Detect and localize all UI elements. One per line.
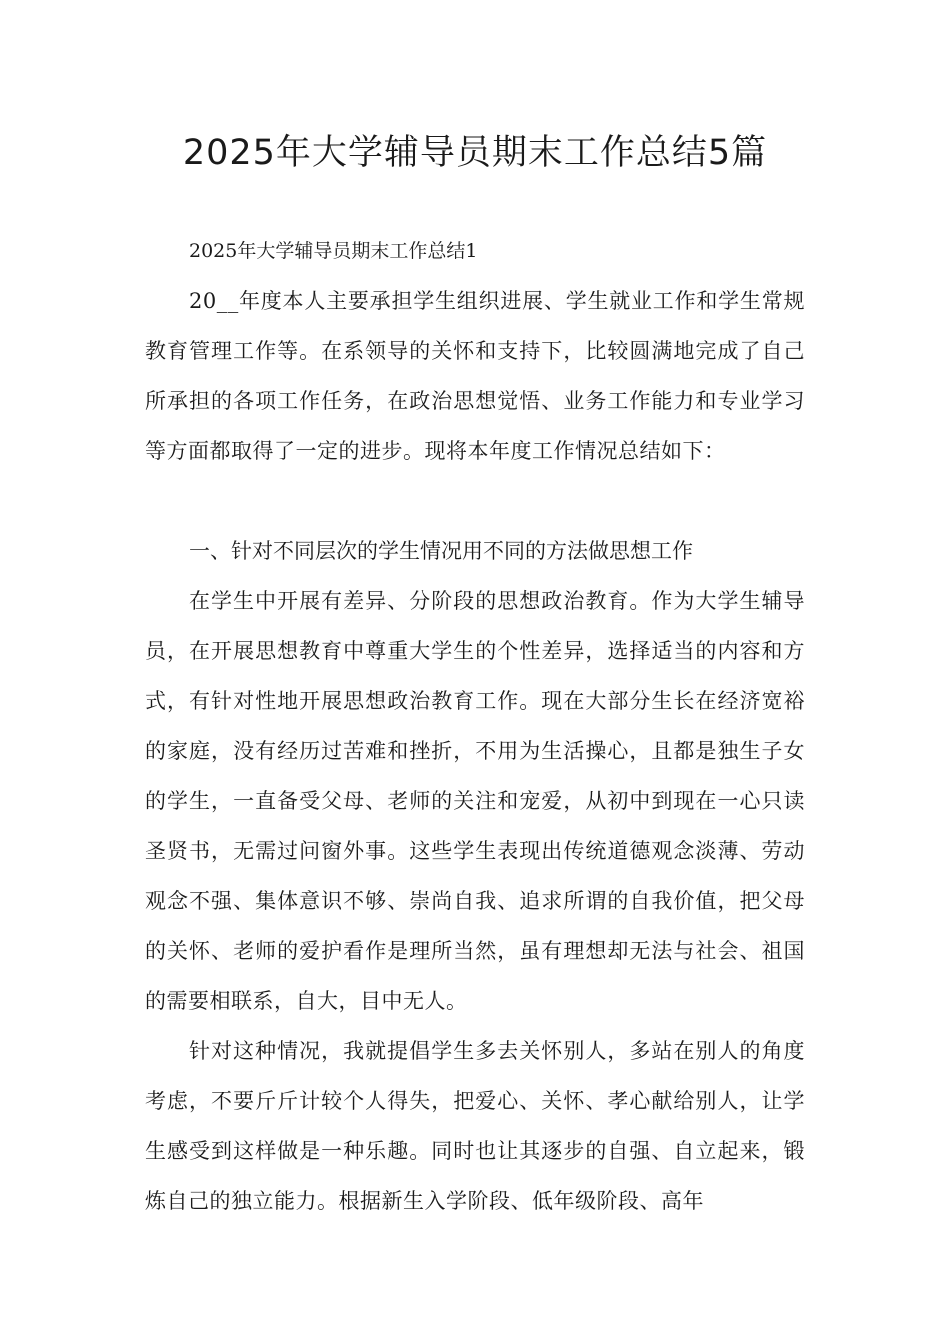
- intro-paragraph: 20__年度本人主要承担学生组织进展、学生就业工作和学生常规教育管理工作等。在系领导的关怀和支持下，比较圆满地完成了自己所承担的各项工作任务，在政治思想觉悟、业务工作能力和专业学习等方面都取得了一定的进步。现将本年度工作情况总结如下：: [145, 289, 805, 463]
- section-heading: 一、针对不同层次的学生情况用不同的方法做思想工作: [189, 539, 693, 563]
- body-paragraph: 针对这种情况，我就提倡学生多去关怀别人，多站在别人的角度考虑，不要斤斤计较个人得失，把爱心、关怀、孝心献给别人，让学生感受到这样做是一种乐趣。同时也让其逐步的自强、自立起来，锻炼自己的独立能力。根据新生入学阶段、低年级阶段、高年: [145, 1039, 805, 1213]
- document-title: 2025年大学辅导员期末工作总结5篇: [182, 133, 768, 173]
- document-subtitle: 2025年大学辅导员期末工作总结1: [189, 240, 478, 262]
- body-paragraph: 在学生中开展有差异、分阶段的思想政治教育。作为大学生辅导员，在开展思想教育中尊重大学生的个性差异，选择适当的内容和方式，有针对性地开展思想政治教育工作。现在大部分生长在经济宽裕的家庭，没有经历过苦难和挫折，不用为生活操心，且都是独生子女的学生，一直备受父母、老师的关注和宠爱，从初中到现在一心只读圣贤书，无需过问窗外事。这些学生表现出传统道德观念淡薄、劳动观念不强、集体意识不够、崇尚自我、追求所谓的自我价值，把父母的关怀、老师的爱护看作是理所当然，虽有理想却无法与社会、祖国的需要相联系，自大，目中无人。: [145, 589, 805, 1013]
